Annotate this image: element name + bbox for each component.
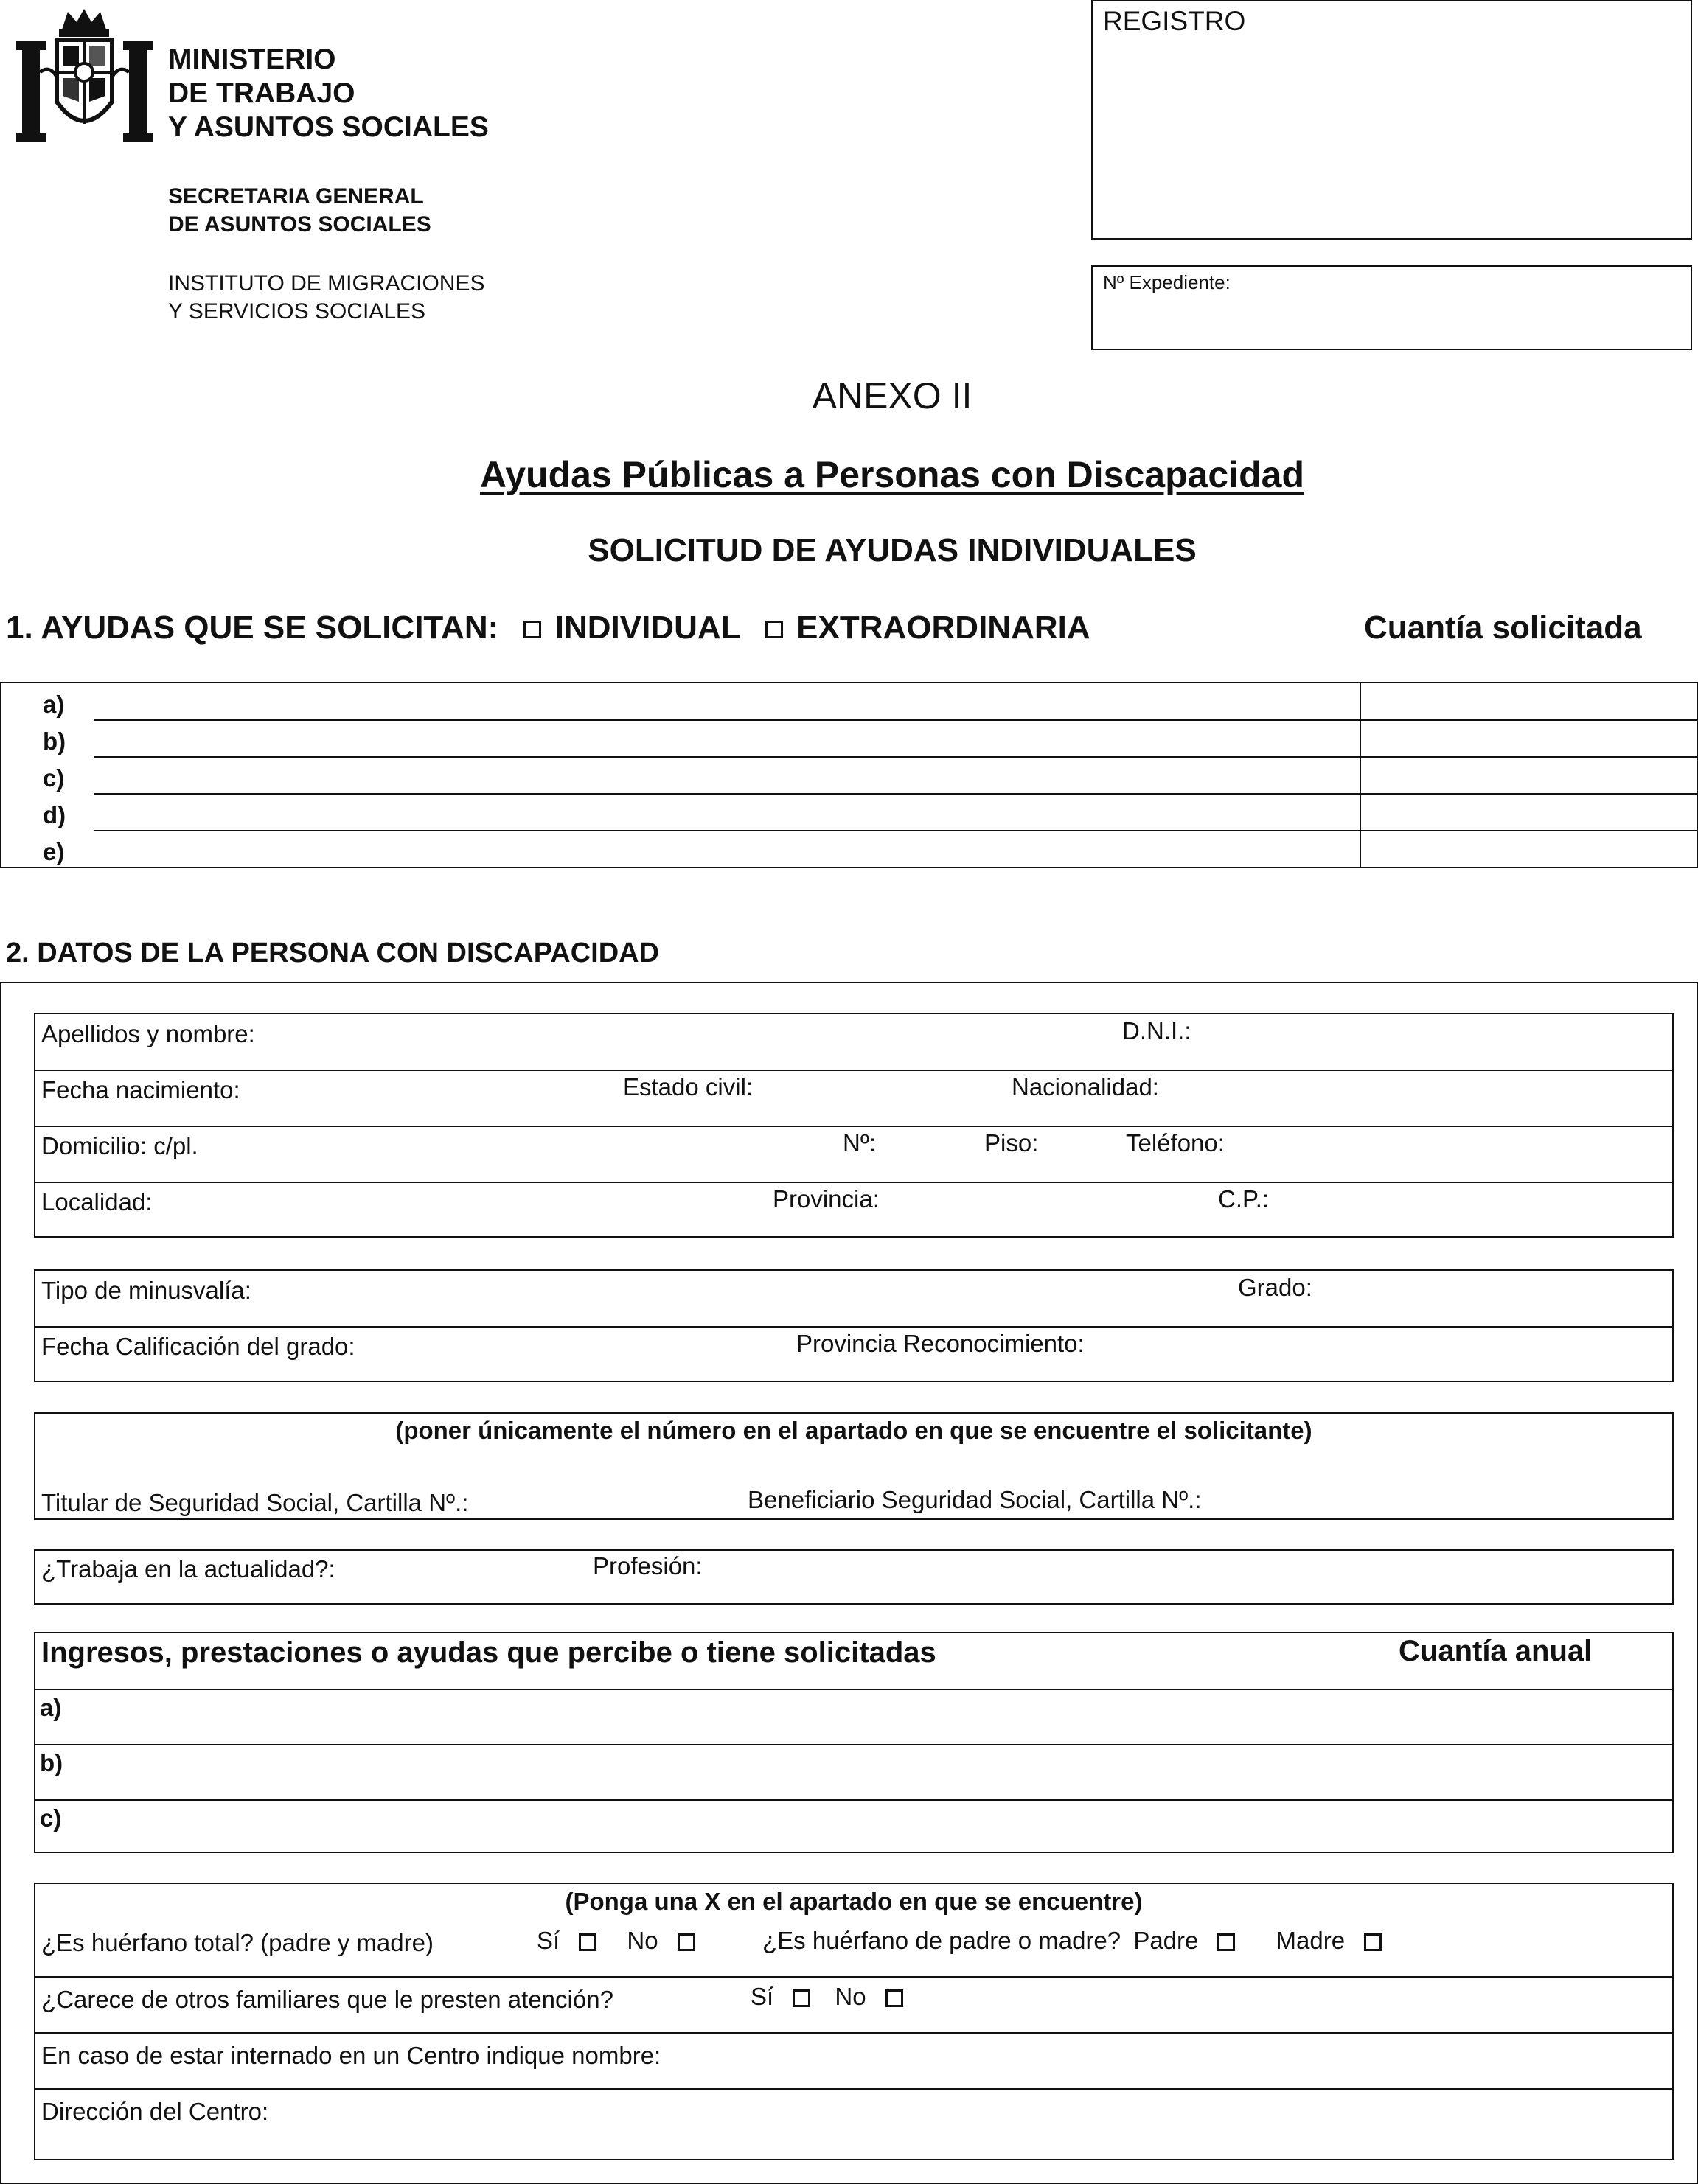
registro-box[interactable]	[1091, 0, 1692, 240]
estado-civil-field[interactable]: Estado civil:	[623, 1073, 754, 1100]
grado-field[interactable]: Grado:	[1238, 1274, 1312, 1301]
huerfano-pm-row: ¿Es huérfano de padre o madre? Padre Madre	[762, 1927, 1386, 1955]
ayuda-row-e: e)	[43, 838, 65, 865]
cuantia-anual-label: Cuantía anual	[1399, 1635, 1593, 1667]
carece-options: Sí No	[751, 1983, 908, 2011]
ayuda-row-b: b)	[43, 728, 66, 755]
minusvalia-block	[34, 1269, 1674, 1382]
ingreso-row-c[interactable]: c)	[40, 1804, 62, 1832]
section2-heading: 2. DATOS DE LA PERSONA CON DISCAPACIDAD	[6, 938, 660, 969]
checkbox-huerfano-si[interactable]	[579, 1933, 596, 1951]
localidad-field[interactable]: Localidad:	[41, 1188, 153, 1215]
carece-row: ¿Carece de otros familiares que le presten atención?	[41, 1986, 613, 2013]
expediente-label: Nº Expediente:	[1103, 271, 1231, 293]
numero-field[interactable]: Nº:	[843, 1129, 877, 1156]
ingresos-heading: Ingresos, prestaciones o ayudas que percibe o tiene solicitadas	[41, 1636, 936, 1669]
provincia-reconocimiento-field[interactable]: Provincia Reconocimiento:	[796, 1330, 1085, 1357]
situacion-block	[34, 1883, 1674, 2160]
ayuda-row-c: c)	[43, 764, 65, 792]
cuantia-solicitada-label: Cuantía solicitada	[1364, 610, 1642, 646]
checkbox-individual[interactable]	[523, 621, 541, 638]
ayuda-row-d: d)	[43, 801, 66, 828]
ayuda-row-a: a)	[43, 691, 65, 718]
ingreso-row-a[interactable]: a)	[40, 1694, 62, 1721]
tipo-minusvalia-field[interactable]: Tipo de minusvalía:	[41, 1277, 251, 1304]
sub-title: SOLICITUD DE AYUDAS INDIVIDUALES	[588, 532, 1197, 568]
checkbox-madre[interactable]	[1364, 1933, 1382, 1951]
provincia-field[interactable]: Provincia:	[773, 1185, 880, 1213]
huerfano-total-row: ¿Es huérfano total? (padre y madre)	[41, 1929, 434, 1956]
apellidos-field[interactable]: Apellidos y nombre:	[41, 1020, 255, 1047]
checkbox-extraordinaria[interactable]	[765, 621, 783, 638]
ss-note: (poner únicamente el número en el apartado en que se encuentre el solicitante)	[395, 1417, 1312, 1444]
ministry-name: MINISTERIO DE TRABAJO Y ASUNTOS SOCIALES	[168, 43, 489, 143]
expediente-box[interactable]	[1091, 265, 1692, 350]
section1-heading: 1. AYUDAS QUE SE SOLICITAN: INDIVIDUAL EXTRAORDINARIA	[6, 610, 1090, 646]
registro-label: REGISTRO	[1103, 6, 1246, 36]
cp-field[interactable]: C.P.:	[1218, 1185, 1270, 1213]
beneficiario-ss-field[interactable]: Beneficiario Seguridad Social, Cartilla Nº.:	[748, 1486, 1202, 1513]
checkbox-carece-no[interactable]	[885, 1989, 903, 2007]
internado-field[interactable]: En caso de estar internado en un Centro indique nombre:	[41, 2042, 661, 2069]
titular-ss-field[interactable]: Titular de Seguridad Social, Cartilla Nº.:	[41, 1489, 469, 1516]
fecha-calificacion-field[interactable]: Fecha Calificación del grado:	[41, 1333, 355, 1360]
profesion-field[interactable]: Profesión:	[593, 1552, 703, 1580]
dni-field[interactable]: D.N.I.:	[1122, 1017, 1191, 1044]
domicilio-field[interactable]: Domicilio: c/pl.	[41, 1132, 198, 1159]
ingreso-row-b[interactable]: b)	[40, 1749, 63, 1776]
anexo-title: ANEXO II	[812, 375, 972, 416]
piso-field[interactable]: Piso:	[984, 1129, 1039, 1156]
checkbox-padre[interactable]	[1217, 1933, 1235, 1951]
instituto-name: INSTITUTO DE MIGRACIONES Y SERVICIOS SOCIALES	[168, 271, 485, 324]
ayudas-table	[0, 682, 1698, 868]
coat-of-arms-icon	[16, 6, 153, 146]
direccion-centro-field[interactable]: Dirección del Centro:	[41, 2098, 269, 2125]
trabaja-field[interactable]: ¿Trabaja en la actualidad?:	[41, 1555, 335, 1583]
telefono-field[interactable]: Teléfono:	[1126, 1129, 1225, 1156]
checkbox-huerfano-no[interactable]	[678, 1933, 695, 1951]
fecha-nacimiento-field[interactable]: Fecha nacimiento:	[41, 1076, 240, 1103]
huerfano-total-options: Sí No	[537, 1927, 700, 1955]
x-note: (Ponga una X en el apartado en que se encuentre)	[565, 1888, 1143, 1915]
secretaria-name: SECRETARIA GENERAL DE ASUNTOS SOCIALES	[168, 184, 431, 237]
main-title: Ayudas Públicas a Personas con Discapacidad	[479, 454, 1305, 495]
nacionalidad-field[interactable]: Nacionalidad:	[1012, 1073, 1159, 1100]
checkbox-carece-si[interactable]	[793, 1989, 810, 2007]
